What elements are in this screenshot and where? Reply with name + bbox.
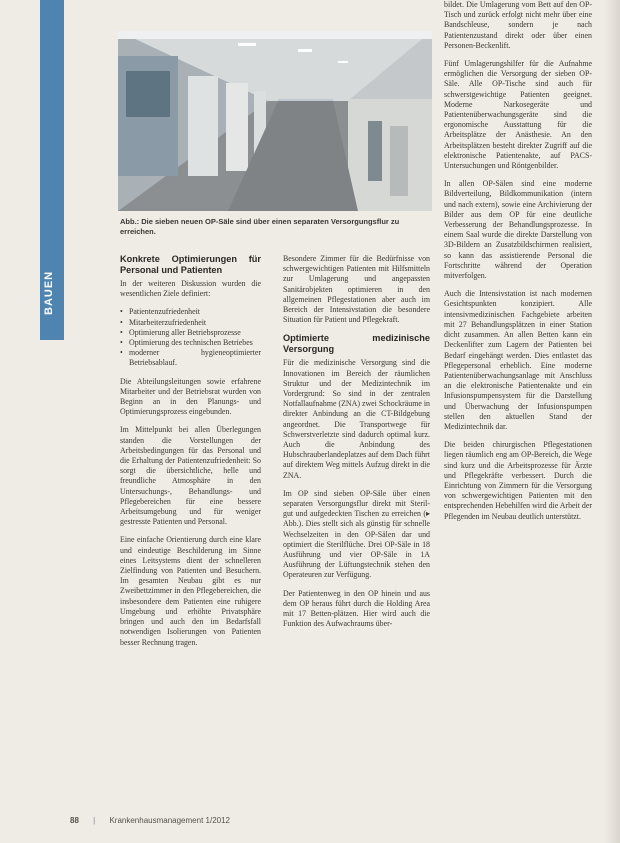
text-column-1	[120, 254, 261, 656]
list-item: • Patientenzufriedenheit	[120, 307, 261, 317]
section-heading: Optimierte medizinische Versorgung	[283, 333, 430, 355]
goals-list	[120, 307, 261, 368]
paragraph: Die beiden chirurgischen Pflegestationen liegen räumlich eng am OP-Bereich, die Wege sind kurz und die Arbeitsprozesse für Ärzte und Pflegekräfte verbessert. Durch die Einrichtung von Zimmern für die Versorgung von schwergewichtigen Patienten mit den entsprechenden Hebehilfen wird die Arbeit der Pflegenden im Neubau deutlich unterstützt.	[444, 440, 592, 521]
paragraph: Fünf Umlagerungshilfer für die Aufnahme ermöglichen die Versorgung der sieben OP-Säle. Alle OP-Tische sind auch für schwerstgewichtige Patienten geeignet. Moderne Narkosegeräte und Patientenüberwachungsgeräte sind die ergonomische Ausstattung für die Arbeitsplätze der Anästhesie. An den Arbeitsplätzen besteht direkter Zugriff auf die elektronische Patientenakte, auf PACS-Untersuchungen und Röntgenbilder.	[444, 59, 592, 171]
paragraph: Besondere Zimmer für die Bedürfnisse von schwergewichtigen Patienten mit Hilfsmitteln zur Umlagerung und angepassten Sanitärobjekten optimieren in den allgemeinen Pflegestationen aber auch im Bereich der Intensivstation die besondere Situation für Patient und Pflegekraft.	[283, 254, 430, 325]
footer-separator: |	[93, 816, 96, 825]
paragraph: Auch die Intensivstation ist nach modernen Gesichtspunkten konzipiert. Alle intensivmedizinischen Fachgebiete arbeiten mit 27 Behandlungsplätzen in einer Station dicht zusammen. An allen Betten kann ein Deckenlifter zum Lagern der Patienten bei Bedarf eingehängt werden. Dies entlastet das Pflegepersonal erheblich. Eine moderne Patientenüberwachungsanlage mit Anschluss an die elektronische Patientenakte und ein Infusionspumpensystem für die Darstellung und Überwachung der Infusionspumpen stellen den aktuellen Stand der Medizintechnik dar.	[444, 289, 592, 431]
paragraph: Der Patientenweg in den OP hinein und aus dem OP heraus führt durch die Holding Area mit 17 Betten-plätzen. Hier wird auch die Funktion des Aufwachraums über-	[283, 588, 430, 629]
section-label: BAUEN	[43, 270, 55, 316]
list-item: • Mitarbeiterzufriedenheit	[120, 318, 261, 328]
paragraph: Im OP sind sieben OP-Säle über einen separaten Versorgungsflur direkt mit Steril- gut und aufgedeckten Tischen zu erreichen (▸ Abb.). Dies stellt sich als günstig für schnelle Wechselzeiten in den OP-Sälen dar und optimiert die Sterilflüche. Drei OP-Säle in 18 Ausführung und vier OP-Säle in 1A Ausführung der Lüftungstechnik stehen den Operateuren zur Verfügung.	[283, 488, 430, 580]
text-column-3	[444, 0, 592, 530]
paragraph: Eine einfache Orientierung durch eine klare und eindeutige Beschilderung im Sinne eines Leitsystems dient der schnelleren Zielfindung von Patienten und Besuchern. Im gesamten Neubau gibt es nur Zweibettzimmer in den Pflegebereichen, die insbesondere dem Patienten eine ruhigere Umgebung und erhöhte Privatsphäre bringen und auch den im Bedarfsfall notwendigen Isolierungen von Patienten besser Rechnung tragen.	[120, 535, 261, 647]
list-item: • Optimierung aller Betriebsprozesse	[120, 328, 261, 338]
figure-caption: Abb.: Die sieben neuen OP-Säle sind über einen separaten Versorgungsflur zu erreichen.	[120, 217, 400, 236]
page-footer	[70, 816, 230, 825]
list-item: • moderner hygieneoptimierter Betriebsablauf.	[120, 348, 261, 368]
text-column-2	[283, 254, 430, 638]
paragraph: In allen OP-Sälen sind eine moderne Bildverteilung, Bildkommunikation (intern und nach extern), sowie eine Archivierung der Bilder aus dem OP für eine deutliche Verbesserung der Behandlungsprozesse. In einem Saal wurde die direkte Darstellung von 3D-Bildern an Zusatzbildschirmen realisiert, so kann das assistierende Personal die Fortschritte während der Operation mitverfolgen.	[444, 179, 592, 281]
paragraph: Für die medizinische Versorgung sind die Innovationen im Bereich der räumlichen Struktur und der Medizintechnik im Vordergrund: So sind in der zentralen Notfallaufnahme (ZNA) zwei Schockräume in direkter Anbindung an die CT-Bildgebung angeordnet. Die Transportwege für Schwerstverletzte sind dadurch optimal kurz. Auch die Anbindung des Hubschrauberlandeplatzes auf dem Dach führt auf direktem Weg mittels Aufzug direkt in die ZNA.	[283, 358, 430, 480]
paragraph: Die Abteilungsleitungen sowie erfahrene Mitarbeiter und der Betriebsrat wurden von Beginn an in den Planungs- und Optimierungsprozess eingebunden.	[120, 376, 261, 417]
corridor-photo	[118, 31, 432, 211]
paragraph: In der weiteren Diskussion wurden die wesentlichen Ziele definiert:	[120, 279, 261, 299]
page-number: 88	[70, 816, 79, 825]
section-heading: Konkrete Optimierungen für Personal und Patienten	[120, 254, 261, 275]
list-item: • Optimierung des technischen Betriebes	[120, 338, 261, 348]
paragraph: Im Mittelpunkt bei allen Überlegungen standen die Vorstellungen der Arbeitsbedingungen für das Personal und die Erhaltung der Patientenzufriedenheit: So sorgt die übersichtliche, helle und freundliche Atmosphäre in den Untersuchungs-, Behandlungs- und Pflegebereichen für eine bessere Arbeitsumgebung und für weniger gestresste Patienten und Personal.	[120, 425, 261, 527]
scan-edge-shadow	[604, 0, 620, 843]
paragraph: bildet. Die Umlagerung vom Bett auf den OP-Tisch und zurück erfolgt nicht mehr über eine Bandschleuse, sondern je nach Patientenzustand direkt oder über einen Personen-Beckenlift.	[444, 0, 592, 50]
publication-name: Krankenhausmanagement 1/2012	[109, 816, 230, 825]
